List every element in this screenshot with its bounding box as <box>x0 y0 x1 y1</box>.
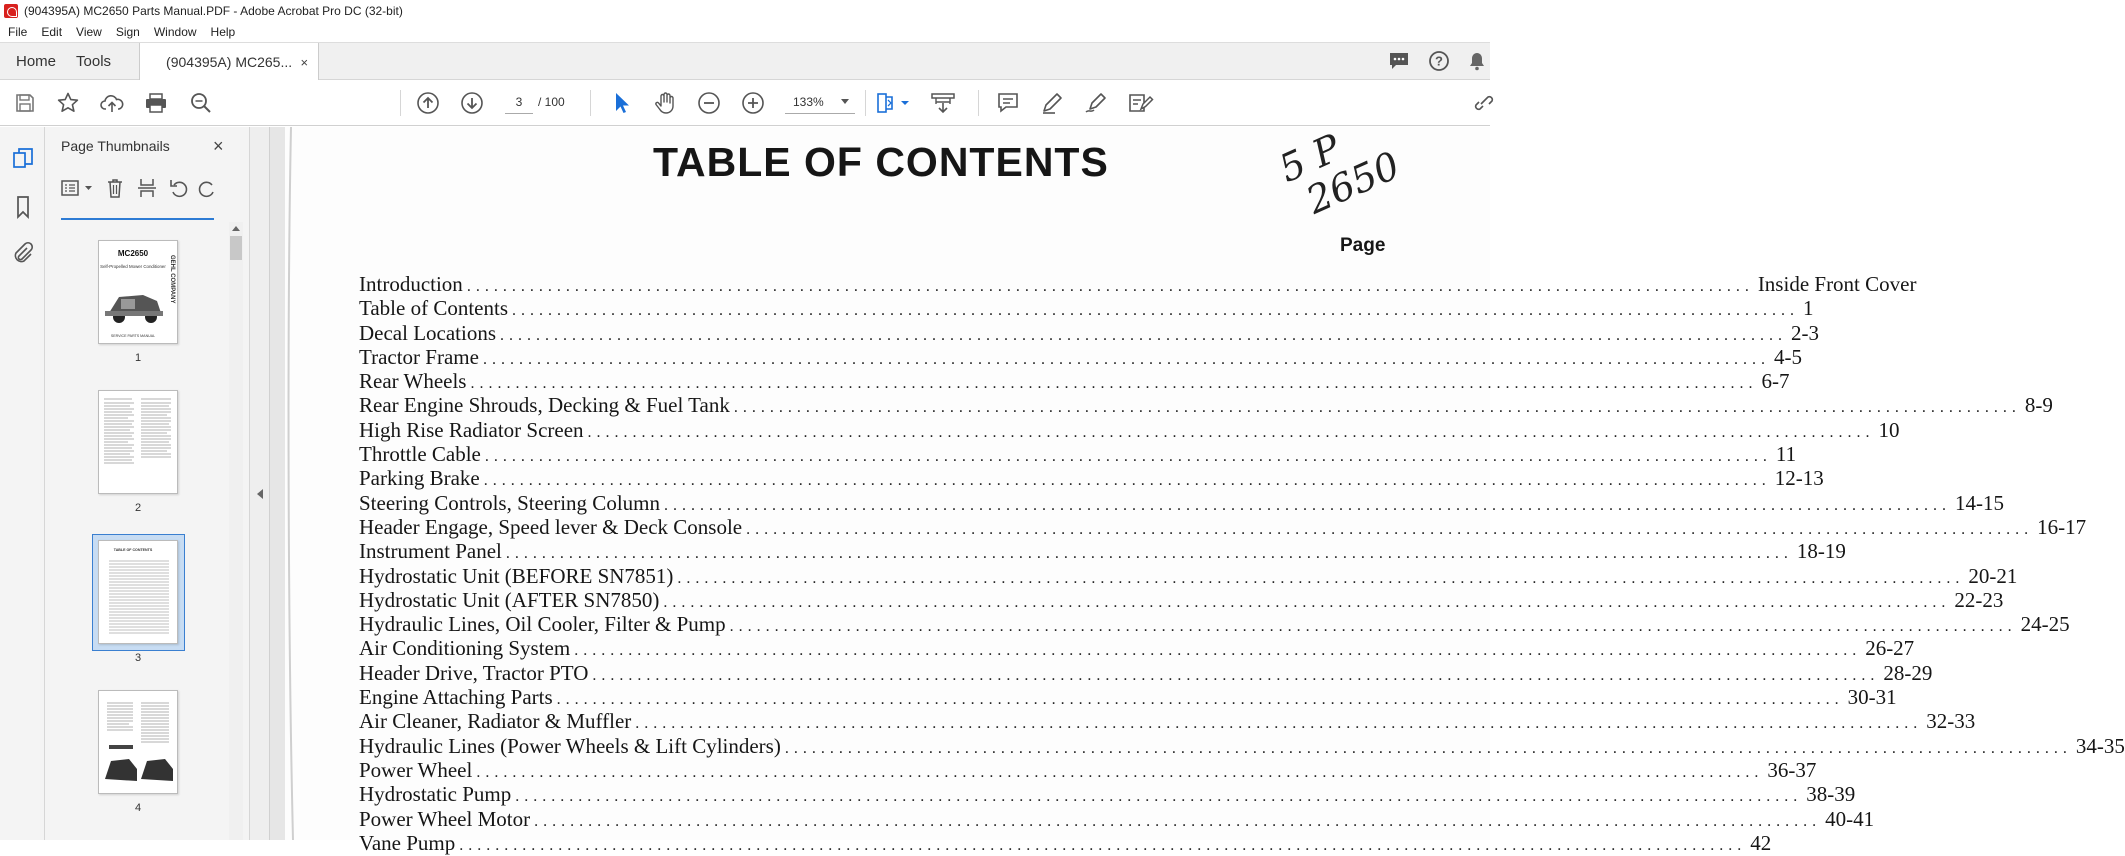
toc-page: 14-15 <box>1954 490 2004 515</box>
toc-entry: Rear Engine Shrouds, Decking & Fuel Tank <box>359 393 730 418</box>
toc-entry: Introduction <box>359 272 463 296</box>
thumbnail-3-title: TABLE OF CONTENTS <box>113 548 153 552</box>
thumbnail-number: 2 <box>134 502 142 514</box>
page-column-header: Page <box>1340 235 1386 256</box>
toc-row[interactable] <box>359 442 1797 467</box>
page-title: TABLE OF CONTENTS <box>653 139 1109 185</box>
toc-row[interactable] <box>359 830 1772 855</box>
toc-leader: ............................................................................................................................................... <box>587 423 1875 441</box>
find-zoom-icon[interactable] <box>189 91 213 115</box>
toc-page: 20-21 <box>1968 563 2018 588</box>
print-icon[interactable] <box>144 91 168 115</box>
delete-page-icon[interactable] <box>104 177 126 199</box>
toc-leader: ............................................................................................................................................... <box>476 763 1764 781</box>
toc-leader: ............................................................................................................................................... <box>459 836 1747 854</box>
toc-row[interactable] <box>359 782 1856 807</box>
toc-leader: ............................................................................................................................................... <box>663 593 1951 611</box>
cover-title: MC2650 <box>117 249 149 258</box>
thumbnail-page-1[interactable] <box>98 240 178 344</box>
panel-close-button[interactable]: × <box>213 136 224 156</box>
page-thumbnails-panel <box>45 127 250 840</box>
panel-title: Page Thumbnails <box>61 138 170 154</box>
notification-bell-icon[interactable] <box>1468 51 1486 71</box>
toc-page: 32-33 <box>1926 709 1976 734</box>
toc-page: 1 <box>1803 296 1814 321</box>
toc-leader: ............................................................................................................................................... <box>512 302 1799 320</box>
toc-page: 16-17 <box>2037 514 2087 539</box>
fill-sign-icon[interactable] <box>1128 91 1152 115</box>
toc-page: 24-25 <box>2020 612 2070 637</box>
toc-entry: Steering Controls, Steering Column <box>359 490 660 515</box>
rotate-right-icon[interactable] <box>200 177 216 199</box>
toc-entry: Hydrostatic Pump <box>359 782 512 807</box>
toc-row[interactable] <box>359 685 1897 710</box>
toc-leader: ............................................................................................................................................... <box>483 472 1771 490</box>
help-icon[interactable] <box>1428 50 1450 72</box>
toc-entry: Air Cleaner, Radiator & Muffler <box>359 709 632 734</box>
toc-row[interactable] <box>359 417 1900 442</box>
menu-bar <box>0 22 1490 42</box>
toc-entry: Hydraulic Lines, Oil Cooler, Filter & Pump <box>359 612 726 637</box>
menu-edit[interactable]: Edit <box>41 25 63 39</box>
toc-row[interactable] <box>359 490 2004 515</box>
tab-tools[interactable]: Tools <box>76 52 112 70</box>
toc-page: 38-39 <box>1806 782 1856 807</box>
draw-sign-icon[interactable] <box>1084 91 1108 115</box>
toc-leader: ............................................................................................................................................... <box>746 520 2034 538</box>
toc-row[interactable] <box>359 514 2087 539</box>
toc-page: 4-5 <box>1773 344 1802 369</box>
rotate-left-icon[interactable] <box>168 177 190 199</box>
page-number-input[interactable] <box>505 90 533 114</box>
svg-text:?: ? <box>1435 53 1443 69</box>
toc-row[interactable] <box>359 539 1846 564</box>
toolbar-separator <box>978 90 979 116</box>
toc-leader: ............................................................................................................................................... <box>592 666 1880 684</box>
toc-page: 10 <box>1878 417 1900 442</box>
menu-window[interactable]: Window <box>153 25 197 39</box>
comment-bubble-icon[interactable] <box>1388 51 1410 71</box>
menu-help[interactable]: Help <box>210 25 236 39</box>
toc-entry: Hydrostatic Unit (AFTER SN7850) <box>359 587 660 612</box>
thumbnail-number: 1 <box>134 352 142 364</box>
toc-row[interactable] <box>359 733 2125 758</box>
toc-row[interactable] <box>359 393 2053 418</box>
previous-page-icon[interactable] <box>416 91 440 115</box>
toc-page: 12-13 <box>1774 466 1824 491</box>
toc-entry: Table of Contents <box>359 296 508 321</box>
tab-bar-right-icons <box>1388 43 1490 79</box>
toc-leader: ............................................................................................................................................... <box>574 642 1862 660</box>
thumbnail-number: 3 <box>134 652 142 664</box>
zoom-in-icon[interactable] <box>741 91 765 115</box>
thumbnail-number: 4 <box>134 802 142 814</box>
toc-entry: Header Drive, Tractor PTO <box>359 660 589 685</box>
toc-row[interactable] <box>359 612 2070 637</box>
tab-close-button[interactable]: × <box>300 54 309 70</box>
menu-file[interactable]: File <box>8 25 28 39</box>
add-comment-icon[interactable] <box>996 91 1020 115</box>
zoom-value: 133% <box>793 94 824 109</box>
toc-leader: ............................................................................................................................................... <box>635 715 1923 733</box>
toc-leader: ............................................................................................................................................... <box>482 350 1770 368</box>
tab-home[interactable]: Home <box>16 52 57 70</box>
tab-document[interactable] <box>139 43 319 81</box>
thumbnail-page-2[interactable] <box>98 390 178 494</box>
next-page-icon[interactable] <box>460 91 484 115</box>
page-thumbnails-icon[interactable] <box>11 147 35 171</box>
toc-leader: ............................................................................................................................................... <box>556 691 1844 709</box>
hand-tool-icon[interactable] <box>653 91 677 115</box>
toc-entry: Rear Wheels <box>359 369 467 394</box>
toc-leader: ............................................................................................................................................... <box>515 788 1803 806</box>
toc-leader: ............................................................................................................................................... <box>500 326 1788 344</box>
handwritten-note: 5 P 2650 <box>1272 125 1407 228</box>
cover-footer: SERVICE PARTS MANUAL <box>110 334 156 338</box>
panel-collapse-handle[interactable] <box>250 127 270 840</box>
toolbar-separator <box>400 90 401 116</box>
extract-page-icon[interactable] <box>136 177 158 199</box>
save-icon[interactable] <box>13 91 37 115</box>
toolbar-separator <box>590 90 591 116</box>
toc-row[interactable] <box>359 636 1915 661</box>
select-cursor-icon[interactable] <box>609 91 633 115</box>
toc-page: 2-3 <box>1791 320 1820 345</box>
toc-row[interactable] <box>359 320 1820 345</box>
toc-entry: Hydraulic Lines (Power Wheels & Lift Cylinders) <box>359 733 781 758</box>
scroll-mode-icon[interactable] <box>931 91 955 115</box>
toc-row[interactable] <box>359 466 1824 491</box>
toc-row[interactable] <box>359 757 1817 782</box>
toc-entry: Power Wheel Motor <box>359 806 531 831</box>
thumbnails-scrollbar[interactable] <box>229 222 243 840</box>
toc-entry: Hydrostatic Unit (BEFORE SN7851) <box>359 563 674 588</box>
zoom-dropdown[interactable] <box>785 90 855 114</box>
toc-entry: Throttle Cable <box>359 442 481 467</box>
toc-page: 6-7 <box>1761 369 1790 394</box>
toc-entry: High Rise Radiator Screen <box>359 417 584 442</box>
chevron-down-icon <box>841 99 849 104</box>
menu-view[interactable]: View <box>76 25 102 39</box>
toc-page: 40-41 <box>1825 806 1875 831</box>
toc-entry: Power Wheel <box>359 757 473 782</box>
toc-list <box>359 272 2125 855</box>
toc-entry: Tractor Frame <box>359 344 479 369</box>
acrobat-logo-icon <box>4 4 18 18</box>
toc-leader: ............................................................................................................................................... <box>466 278 1754 295</box>
thumbnail-options-icon[interactable] <box>60 177 94 199</box>
toc-row[interactable] <box>359 806 1875 831</box>
toc-entry: Engine Attaching Parts <box>359 685 553 710</box>
toc-leader: ............................................................................................................................................... <box>784 739 2072 757</box>
thumbnail-page-3[interactable] <box>98 540 178 644</box>
toc-leader: ............................................................................................................................................... <box>505 545 1793 563</box>
toc-leader: ............................................................................................................................................... <box>470 375 1758 393</box>
bookmark-star-icon[interactable] <box>56 91 80 115</box>
highlight-pen-icon[interactable] <box>1040 91 1064 115</box>
share-link-icon[interactable] <box>1472 91 1496 115</box>
panel-divider <box>61 218 214 220</box>
scroll-thumb[interactable] <box>230 236 242 260</box>
toc-leader: ............................................................................................................................................... <box>733 399 2021 417</box>
tab-bar <box>0 42 1490 80</box>
toc-leader: ............................................................................................................................................... <box>534 812 1822 830</box>
toc-page: 26-27 <box>1865 636 1915 661</box>
upload-cloud-icon[interactable] <box>100 91 124 115</box>
toc-entry: Air Conditioning System <box>359 636 571 661</box>
menu-sign[interactable]: Sign <box>115 25 140 39</box>
toc-entry: Parking Brake <box>359 466 480 491</box>
toc-entry: Decal Locations <box>359 320 497 345</box>
toc-page: 8-9 <box>2024 393 2053 418</box>
toc-row[interactable] <box>359 587 2004 612</box>
toc-page: 11 <box>1775 442 1797 467</box>
toc-leader: ............................................................................................................................................... <box>677 569 1965 587</box>
toc-page: 22-23 <box>1954 587 2004 612</box>
toc-page: 18-19 <box>1796 539 1846 564</box>
tab-document-label: (904395A) MC265... <box>166 54 293 70</box>
toc-row[interactable] <box>359 369 1790 394</box>
cover-subtitle: Self-Propelled Mower Conditioner <box>100 264 166 269</box>
toc-page: 28-29 <box>1883 660 1933 685</box>
cover-brand: GEHL COMPANY <box>169 255 175 304</box>
toc-page: 36-37 <box>1767 757 1817 782</box>
panel-toolbar <box>60 177 216 199</box>
toc-page: Inside Front Cover <box>1757 272 1917 296</box>
toc-entry: Vane Pump <box>359 830 456 855</box>
toc-row[interactable] <box>359 660 1933 685</box>
page-display-icon[interactable] <box>876 91 912 115</box>
toc-leader: ............................................................................................................................................... <box>663 496 1951 514</box>
page-total-label: / 100 <box>538 95 565 109</box>
toc-page: 42 <box>1750 830 1772 855</box>
page-edge-shadow <box>285 127 325 840</box>
toc-page: 34-35 <box>2075 733 2125 758</box>
toc-row[interactable] <box>359 563 2018 588</box>
toc-row[interactable] <box>359 296 1814 321</box>
toc-page: 30-31 <box>1847 685 1897 710</box>
collapse-arrow-icon <box>257 489 263 499</box>
toc-entry: Instrument Panel <box>359 539 502 564</box>
pdf-page <box>285 125 2125 855</box>
toc-leader: ............................................................................................................................................... <box>729 618 2017 636</box>
toc-row[interactable] <box>359 709 1976 734</box>
toc-row[interactable] <box>359 344 1802 369</box>
thumbnail-page-4[interactable] <box>98 690 178 794</box>
attachments-icon[interactable] <box>11 241 35 265</box>
toc-entry: Header Engage, Speed lever & Deck Console <box>359 514 743 539</box>
main-toolbar <box>0 80 1490 126</box>
window-title: (904395A) MC2650 Parts Manual.PDF - Adobe Acrobat Pro DC (32-bit) <box>24 4 403 18</box>
toolbar-separator <box>865 90 866 116</box>
title-bar <box>0 0 1490 22</box>
scroll-up-icon[interactable] <box>232 226 240 231</box>
toc-row[interactable] <box>359 272 1917 296</box>
zoom-out-icon[interactable] <box>697 91 721 115</box>
document-view[interactable] <box>270 125 2125 855</box>
bookmarks-icon[interactable] <box>11 195 35 219</box>
navigation-rail <box>0 127 45 840</box>
toc-leader: ............................................................................................................................................... <box>484 448 1772 466</box>
